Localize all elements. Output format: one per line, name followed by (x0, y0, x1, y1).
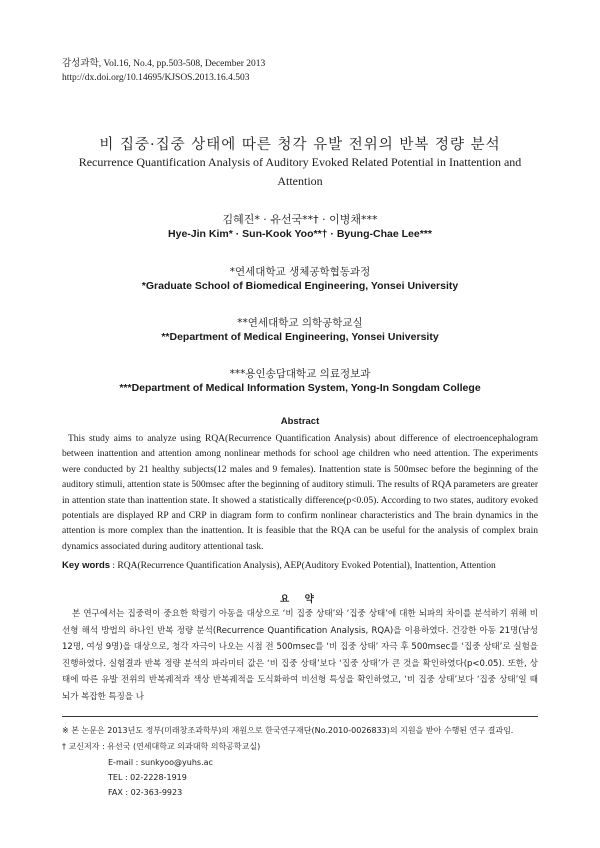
summary-text (62, 606, 538, 705)
abstract-body: This study aims to analyze using RQA(Recurrence Quantification Analysis) about difference of electroencephalogram between inattention and attention among nonlinear methods for school age children who need attention. The experiments were conducted by 21 healthy subjects(12 males and 9 females). Inattention state is 500msec before the beginning of the auditory stimuli, attention state is 500msec after the beginning of auditory stimuli. The results of RQA parameters are greater in attention state than inattention state. It showed a statistically difference(p<0.05). According to two states, auditory evoked potentials are displayed RP and CRP in diagram form to confirm nonlinear characteristics and The brain dynamics in the attention is more complex than the inattention. It is feasible that the RQA can be useful for the analysis of complex brain dynamics associated during auditory attentional task. (62, 434, 538, 552)
footnote-fax: FAX : 02-363-9923 (108, 788, 183, 797)
footnote-corresponding: † 교신저자 : 유선국 (연세대학교 의과대학 의학공학교실) (62, 742, 261, 751)
footnote-tel: TEL : 02-2228-1919 (108, 773, 187, 782)
affiliation-3-korean: ***용인송담대학교 의료정보과 (229, 368, 371, 380)
journal-doi[interactable]: http://dx.doi.org/10.14695/KJSOS.2013.16.4.503 (62, 73, 250, 83)
affiliation-1-korean: *연세대학교 생체공학협동과정 (229, 266, 371, 278)
journal-citation: 감성과학, Vol.16, No.4, pp.503-508, December 2013 (62, 59, 266, 69)
keywords-label: Key words (62, 560, 111, 571)
affiliation-2-english: **Department of Medical Engineering, Yonsei University (161, 331, 439, 343)
footnote-funding: ※ 본 논문은 2013년도 정부(미래창조과학부)의 재원으로 한국연구재단(No.2010-0026833)의 지원을 받아 수행된 연구 결과임. (62, 726, 514, 735)
authors-korean: 김혜진* · 유선국**† · 이병채*** (222, 213, 378, 226)
summary-heading: 요 약 (280, 594, 320, 605)
abstract-heading: Abstract (280, 416, 320, 427)
summary-body: 본 연구에서는 집중력이 중요한 학령기 아동을 대상으로 ‘비 집중 상태’와 ‘집중 상태’에 대한 뇌파의 차이를 분석하기 위해 비선형 해석 방법의 하나인 반복 정량 분석(Recurrence Quantification Analysis, RQA)을 이용하였다. 건강한 아동 21명(남성 12명, 여성 9명)을 대상으로, 청각 자극이 나오는 시점 전 500msec를 ‘비 집중 상태’ 자극 후 500msec를 ‘집중 상태’로 실험을 진행하였다. 실험결과 반복 정량 분석의 파라미터 값은 ‘비 집중 상태’보다 ‘집중 상태’가 큰 것을 확인하였다(p<0.05). 또한, 상태에 따른 유발 전위의 반복궤적과 색상 반복궤적을 도식화하여 비선형 특성을 확인하였고, ‘비 집중 상태’보다 ‘집중 상태’일 때 뇌가 복잡한 특징을 나 (62, 609, 538, 702)
title-english: Recurrence Quantification Analysis of Auditory Evoked Related Potential in Inattention and Attention (78, 155, 522, 188)
footnote-divider (62, 716, 538, 717)
authors-english: Hye-Jin Kim* · Sun-Kook Yoo**† · Byung-Chae Lee*** (168, 228, 432, 240)
affiliation-3-english: ***Department of Medical Information System, Yong-In Songdam College (119, 382, 481, 394)
affiliation-2-korean: **연세대학교 의학공학교실 (237, 317, 363, 329)
abstract-text (62, 432, 538, 555)
keywords (62, 560, 538, 571)
footnote-email[interactable]: E-mail : sunkyoo@yuhs.ac (108, 758, 213, 767)
title-korean: 비 집중·집중 상태에 따른 청각 유발 전위의 반복 정량 분석 (99, 137, 501, 153)
journal-header (62, 57, 265, 85)
affiliation-1-english: *Graduate School of Biomedical Engineering, Yonsei University (141, 280, 459, 292)
keywords-list: : RQA(Recurrence Quantification Analysis), AEP(Auditory Evoked Potential), Inattention, Attention (112, 561, 496, 571)
